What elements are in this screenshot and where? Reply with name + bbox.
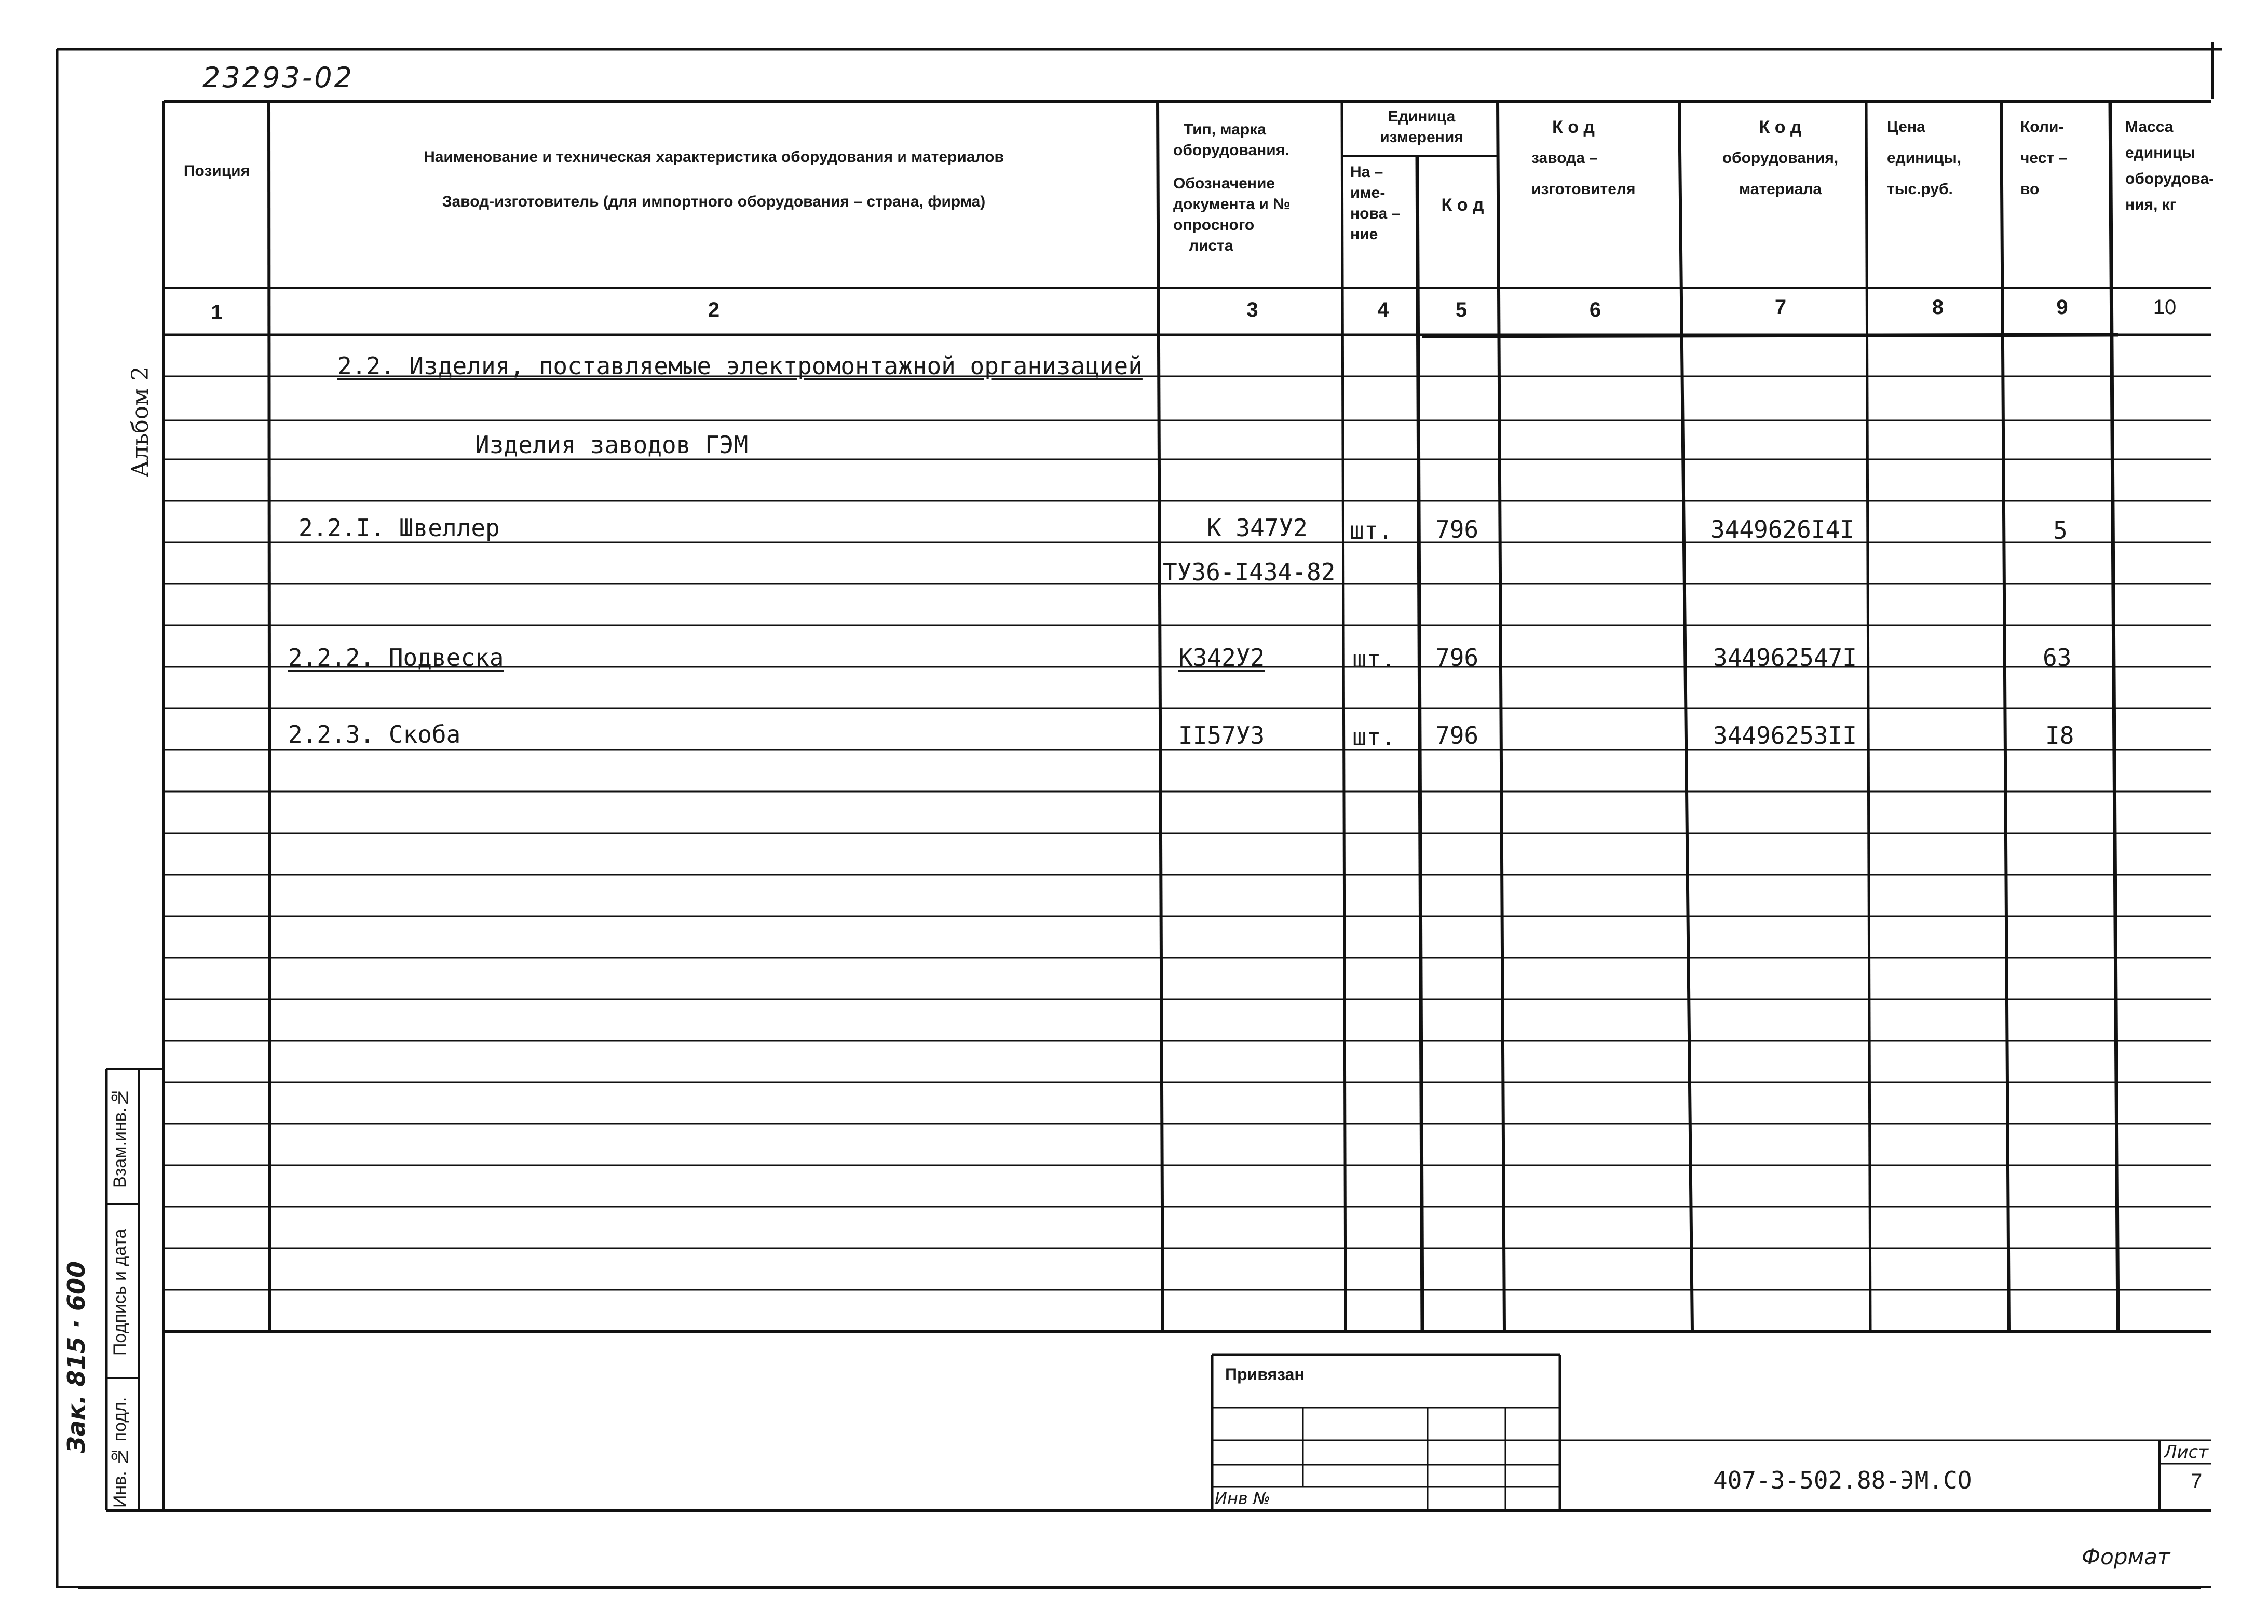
- col-number-1: 1: [211, 301, 223, 324]
- stamp-number: 23293-02: [202, 61, 354, 94]
- col-number-4: 4: [1377, 298, 1389, 321]
- col-number-2: 2: [708, 298, 720, 321]
- item-doc: ТУ36-I434-82: [1163, 558, 1336, 586]
- item-type: II57У3: [1178, 721, 1265, 749]
- subsection-title: Изделия заводов ГЭМ: [475, 431, 749, 459]
- header-quantity-l3: во: [2020, 181, 2040, 198]
- header-unit-group: [1346, 106, 1498, 148]
- item-qty: I8: [2045, 721, 2074, 749]
- document-code: 407-3-502.88-ЭМ.СО: [1713, 1466, 1972, 1494]
- header-type-l2: оборудования.: [1173, 142, 1289, 159]
- header-equipment-l3: материала: [1739, 181, 1822, 198]
- header-unit-l2: измерения: [1380, 129, 1463, 146]
- header-name-line1: Наименование и техническая характеристика оборудования и материалов: [424, 148, 1004, 166]
- header-unit-name-l4: ние: [1350, 226, 1378, 243]
- item-type: К342У2: [1178, 644, 1265, 672]
- inv-label: Инв №: [1215, 1489, 1271, 1508]
- item-qty: 5: [2053, 516, 2068, 544]
- item-code: 34496253II: [1713, 721, 1857, 749]
- header-unit-name: [1347, 162, 1420, 245]
- header-type: [1163, 119, 1350, 256]
- header-factory-l3: изготовителя: [1531, 181, 1636, 198]
- header-price-l3: тыс.руб.: [1887, 181, 1953, 198]
- col-number-5: 5: [1455, 298, 1468, 321]
- header-quantity-l1: Коли-: [2020, 118, 2064, 135]
- header-mass: [2119, 117, 2218, 215]
- col-number-6: 6: [1589, 298, 1601, 321]
- col-number-7: 7: [1774, 296, 1787, 319]
- item-name: 2.2.I. Швеллер: [298, 514, 500, 542]
- stamp-replace-inv: Взам.инв.№: [110, 1087, 130, 1189]
- header-mass-l2: единицы: [2125, 144, 2195, 161]
- header-mass-l3: оборудова-: [2125, 170, 2215, 187]
- item-code: 344962547I: [1713, 644, 1857, 672]
- header-name-line2: Завод-изготовитель (для импортного оборудования – страна, фирма): [442, 193, 986, 210]
- item-unit-code: 796: [1435, 644, 1479, 672]
- col-number-3: 3: [1246, 298, 1258, 321]
- col-number-8: 8: [1932, 296, 1944, 319]
- header-factory-l1: К о д: [1552, 117, 1595, 137]
- header-unit-code: К о д: [1441, 195, 1484, 215]
- col-number-10: 10: [2153, 296, 2177, 319]
- format-label: Формат: [2082, 1544, 2170, 1570]
- header-type-l1: Тип, марка: [1184, 121, 1266, 138]
- header-type-l6: листа: [1189, 237, 1233, 254]
- sheet-number: 7: [2191, 1470, 2203, 1493]
- item-unit: шт.: [1352, 723, 1396, 751]
- header-quantity: [2010, 117, 2119, 200]
- bound-label: Привязан: [1225, 1365, 1305, 1384]
- header-name: [273, 147, 1155, 212]
- header-unit-name-l2: име-: [1350, 184, 1386, 201]
- header-unit-l1: Единица: [1388, 108, 1456, 125]
- stamp-inv-original: Инв. № подл.: [110, 1397, 130, 1508]
- header-type-l4: документа и №: [1173, 196, 1291, 213]
- col-number-9: 9: [2056, 296, 2068, 319]
- item-unit-code: 796: [1435, 721, 1479, 749]
- header-price: [1871, 117, 2017, 200]
- header-equipment-l2: оборудования,: [1722, 149, 1839, 167]
- section-title: 2.2. Изделия, поставляемые электромонтажной организацией: [337, 352, 1143, 380]
- header-factory-code: [1508, 117, 1703, 200]
- album-label: Альбом 2: [127, 366, 154, 477]
- item-name: 2.2.2. Подвеска: [288, 644, 504, 672]
- order-note: Зак. 815 · 600: [62, 1261, 90, 1453]
- item-code: 3449626I4I: [1710, 515, 1854, 543]
- item-qty: 63: [2043, 644, 2072, 672]
- stamp-sign-date: Подпись и дата: [110, 1229, 130, 1356]
- item-name: 2.2.3. Скоба: [288, 720, 461, 748]
- header-equipment-l1: К о д: [1759, 117, 1802, 137]
- header-mass-l4: ния, кг: [2125, 196, 2177, 213]
- header-price-l2: единицы,: [1887, 149, 1962, 167]
- item-unit: шт.: [1350, 516, 1393, 544]
- header-mass-l1: Масса: [2125, 118, 2174, 135]
- header-price-l1: Цена: [1887, 118, 1925, 135]
- header-type-l5: опросного: [1173, 216, 1255, 234]
- item-type: К 347У2: [1207, 514, 1308, 542]
- sheet-label: Лист: [2164, 1442, 2209, 1463]
- item-unit: шт.: [1352, 645, 1396, 673]
- header-position: Позиция: [183, 162, 250, 180]
- item-unit-code: 796: [1435, 515, 1479, 543]
- header-unit-name-l3: нова –: [1350, 205, 1401, 222]
- header-type-l3: Обозначение: [1173, 175, 1275, 192]
- header-factory-l2: завода –: [1531, 149, 1598, 167]
- header-equipment-code: [1693, 117, 1867, 200]
- header-quantity-l2: чест –: [2020, 149, 2068, 167]
- header-unit-name-l1: На –: [1350, 163, 1383, 181]
